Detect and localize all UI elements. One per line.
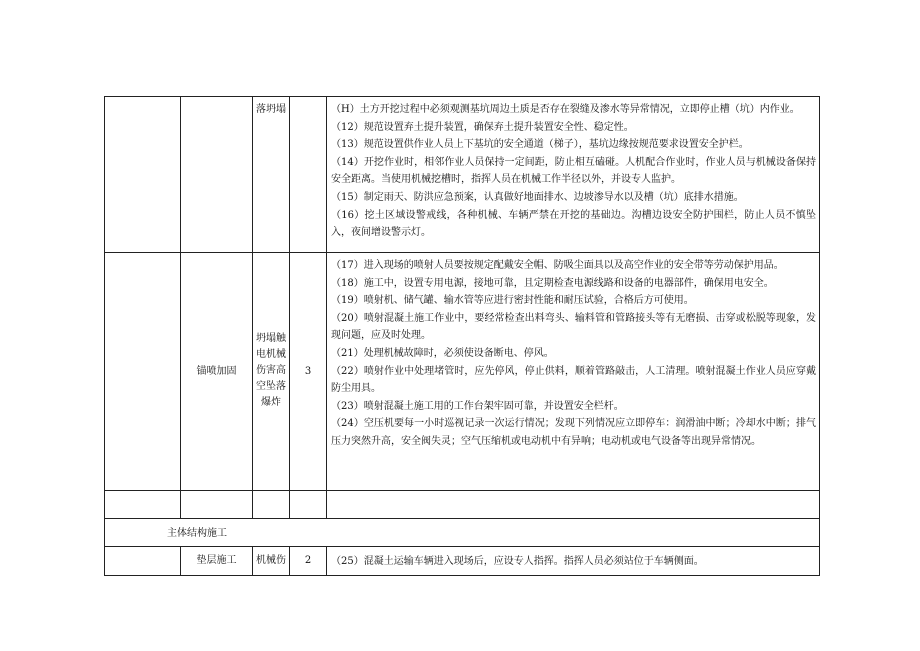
safety-measures-table	[104, 96, 820, 576]
category-cell	[105, 253, 181, 491]
measure-item: （15）制定雨天、防洪应急预案，认真做好地面排水、边坡渗导水以及槽（坑）底排水措施。	[331, 191, 744, 203]
measure-item: （16）挖土区域设警戒线，各种机械、车辆严禁在开挖的基础边。沟槽边设安全防护围栏，防止人员不慎坠入，夜间增设警示灯。	[331, 209, 816, 239]
process-cell	[181, 253, 253, 491]
table-row	[105, 253, 820, 491]
level-cell	[290, 547, 327, 576]
hazard-cell	[253, 97, 290, 253]
category-cell	[105, 97, 181, 253]
measure-item: （20）喷射混凝土施工作业中，要经常检查出料弯头、输料管和管路接头等有无磨损、击穿或松脱等现象，发现问题，应及时处理。	[331, 312, 816, 342]
measure-item: （17）进入现场的喷射人员要按规定配戴安全帽、防吸尘面具以及高空作业的安全带等劳动保护用品。	[331, 260, 784, 271]
category-cell	[105, 547, 181, 576]
measures-cell	[327, 253, 820, 491]
level-cell	[290, 491, 327, 519]
measure-item: （H）土方开挖过程中必须观测基坑周边土质是否存在裂缝及渗水等异常情况，立即停止槽（坑）内作业。	[331, 104, 800, 115]
safety-measures-table-wrapper	[104, 96, 820, 576]
process-cell	[181, 491, 253, 519]
measures-cell	[327, 97, 820, 253]
measure-item: （13）规范设置供作业人员上下基坑的安全通道（梯子），基坑边缘按规范要求设置安全护栏。	[331, 139, 749, 151]
measure-item: （24）空压机要每一小时巡视记录一次运行情况；发现下列情况应立即停车：润滑油中断；冷却水中断；排气压力突然升高，安全阀失灵；空气压缩机或电动机中有异响；电动机或电气设备等出现异常情况。	[331, 418, 816, 447]
risk-level: 2	[304, 555, 312, 567]
measure-item: （12）规范设置弃土提升装置，确保弃土提升装置安全性、稳定性。	[331, 121, 634, 133]
process-text: 锚喷加固	[196, 365, 237, 377]
process-cell	[181, 97, 253, 253]
measures-cell	[327, 547, 820, 576]
table-row	[105, 547, 820, 576]
level-cell	[290, 97, 327, 253]
section-row	[105, 519, 820, 547]
measures-cell	[327, 491, 820, 519]
risk-level: 3	[304, 365, 312, 377]
measure-item: （19）喷射机、储气罐、输水管等应进行密封性能和耐压试验，合格后方可使用。	[331, 295, 694, 307]
hazard-text: 机械伤	[256, 555, 286, 567]
section-title-cell	[105, 519, 820, 547]
category-cell	[105, 491, 181, 519]
hazard-text: 落坍塌	[256, 104, 286, 115]
hazard-text: 坍塌触电机械伤害高空坠落爆炸	[256, 333, 286, 409]
measure-item: （25）混凝土运输车辆进入现场后，应设专人指挥。指挥人员必须站位于车辆侧面。	[331, 556, 704, 568]
measure-item: （21）处理机械故障时，必须使设备断电、停风。	[331, 347, 554, 359]
hazard-cell	[253, 253, 290, 491]
table-row	[105, 97, 820, 253]
measure-item: （14）开挖作业时，相邻作业人员保持一定间距，防止相互磕碰。人机配合作业时，作业人员与机械设备保持安全距离。当使用机械挖槽时，指挥人员在机械工作半径以外，并设专人监护。	[331, 156, 816, 186]
hazard-cell	[253, 547, 290, 576]
process-cell	[181, 547, 253, 576]
measure-item: （22）喷射作业中处理堵管时，应先停风，停止供料，顺着管路敲击，人工清理。喷射混凝土作业人员应穿戴防尘用具。	[331, 365, 816, 395]
process-text: 垫层施工	[196, 555, 237, 567]
hazard-cell	[253, 491, 290, 519]
level-cell	[290, 253, 327, 491]
measure-item: （18）施工中，设置专用电源，接地可靠，且定期检查电源线路和设备的电器部件，确保用电安全。	[331, 277, 774, 289]
table-row	[105, 491, 820, 519]
measure-item: （23）喷射混凝土施工用的工作台架牢固可靠，并设置安全栏杆。	[331, 400, 624, 412]
section-title: 主体结构施工	[167, 528, 227, 539]
